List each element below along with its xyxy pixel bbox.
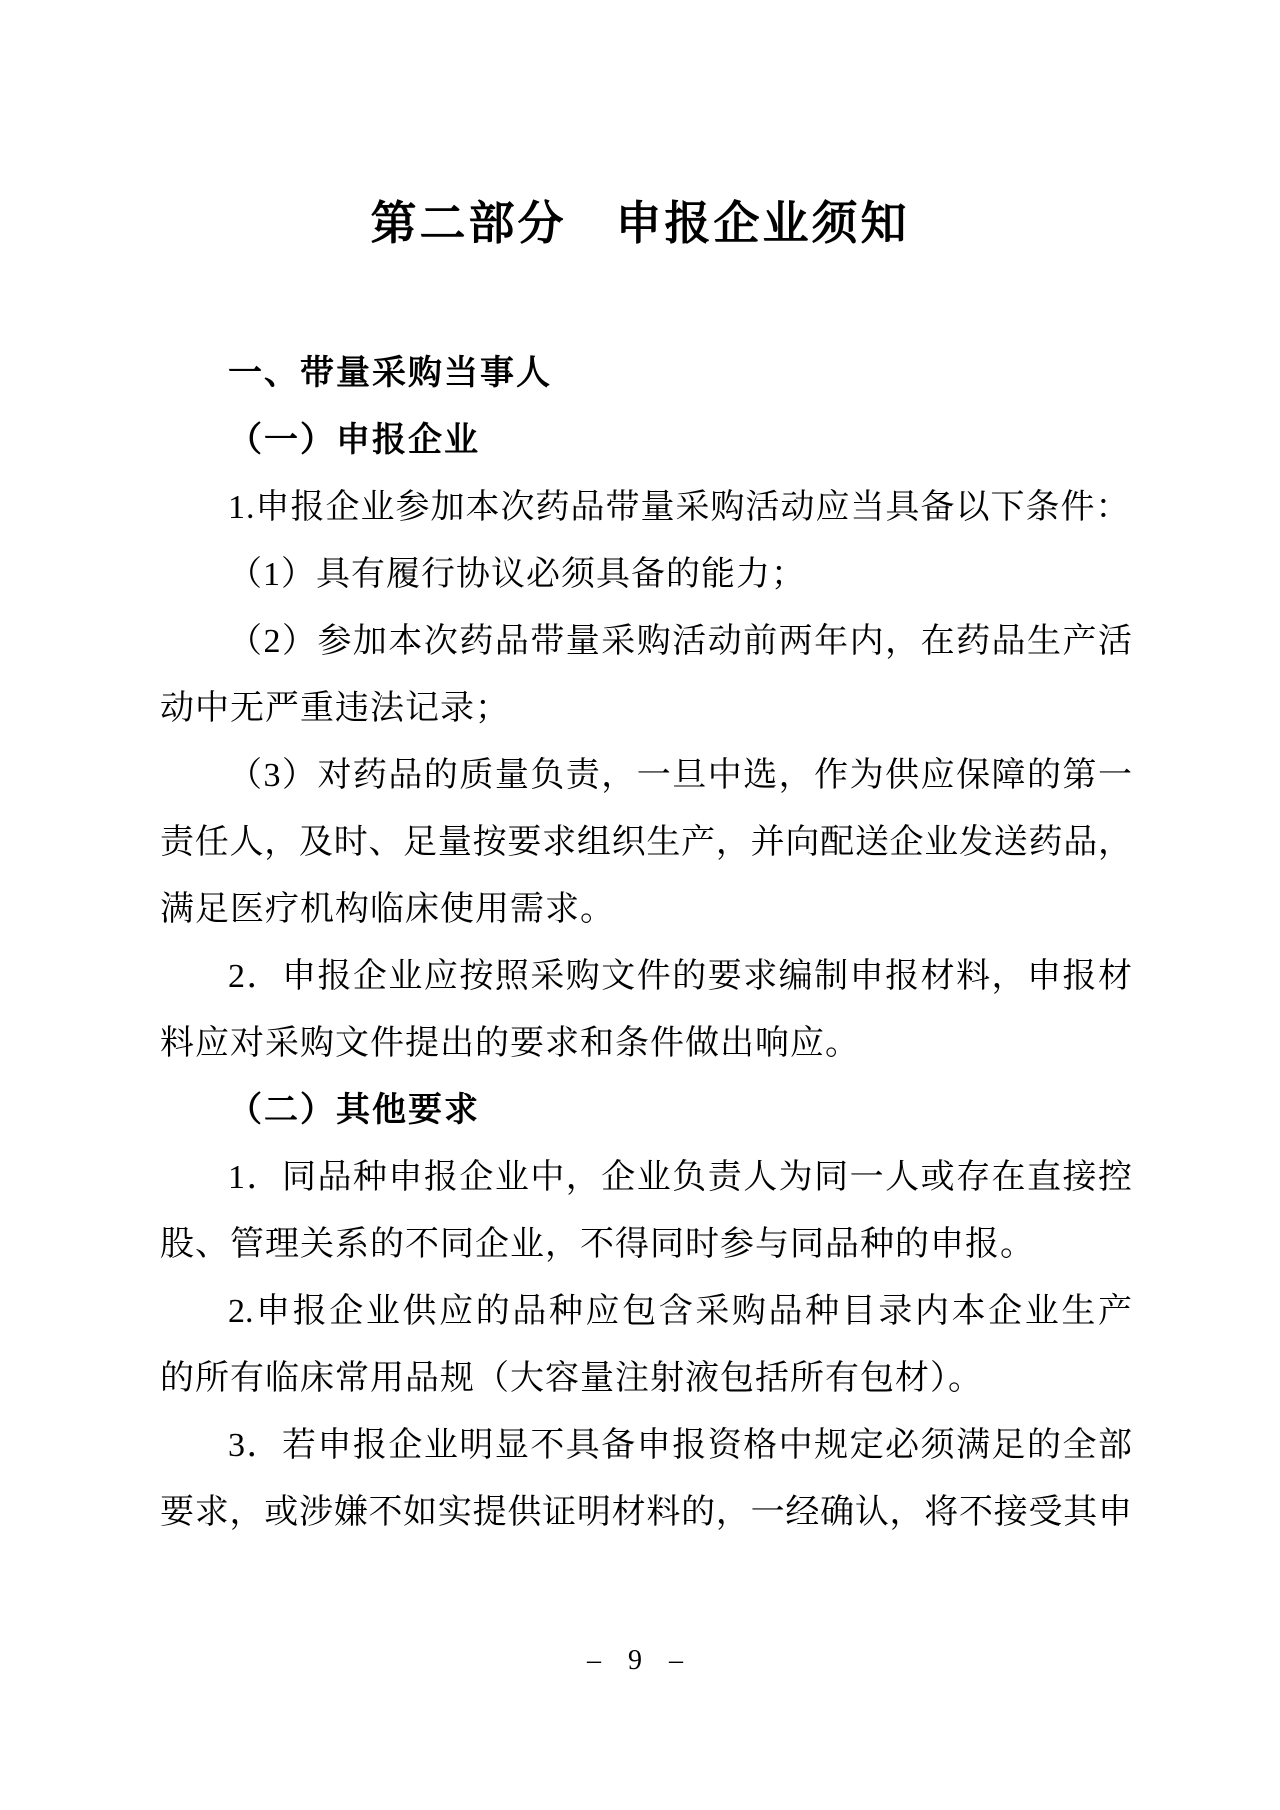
text-line: 3．若申报企业明显不具备申报资格中规定必须满足的全部	[228, 1427, 1132, 1464]
text-line: 1.申报企业参加本次药品带量采购活动应当具备以下条件：	[228, 489, 1131, 526]
text-line: 1．同品种申报企业中，企业负责人为同一人或存在直接控	[228, 1159, 1132, 1196]
text-line: 一、带量采购当事人	[228, 354, 552, 392]
page-number: – 9 –	[587, 1645, 693, 1676]
text-line: 要求，或涉嫌不如实提供证明材料的，一经确认，将不接受其申	[160, 1494, 1132, 1531]
text-line: 料应对采购文件提出的要求和条件做出响应。	[160, 1025, 860, 1062]
page-title: 第二部分 申报企业须知	[370, 198, 910, 249]
text-line: 满足医疗机构临床使用需求。	[160, 891, 615, 928]
text-line: 2．申报企业应按照采购文件的要求编制申报材料，申报材	[228, 958, 1132, 995]
document-body	[160, 340, 1132, 1546]
text-line: 股、管理关系的不同企业，不得同时参与同品种的申报。	[160, 1226, 1035, 1263]
text-line: 动中无严重违法记录；	[160, 690, 510, 727]
text-line: （一）申报企业	[228, 422, 480, 459]
text-line: （2）参加本次药品带量采购活动前两年内，在药品生产活	[228, 623, 1132, 660]
text-line: 2.申报企业供应的品种应包含采购品种目录内本企业生产	[228, 1293, 1132, 1330]
text-line: 的所有临床常用品规（大容量注射液包括所有包材）。	[160, 1360, 983, 1397]
text-line: （3）对药品的质量负责，一旦中选，作为供应保障的第一	[228, 757, 1132, 794]
text-line: （二）其他要求	[228, 1092, 480, 1129]
text-line: 责任人，及时、足量按要求组织生产，并向配送企业发送药品，	[160, 824, 1132, 861]
text-line: （1）具有履行协议必须具备的能力；	[228, 556, 806, 593]
